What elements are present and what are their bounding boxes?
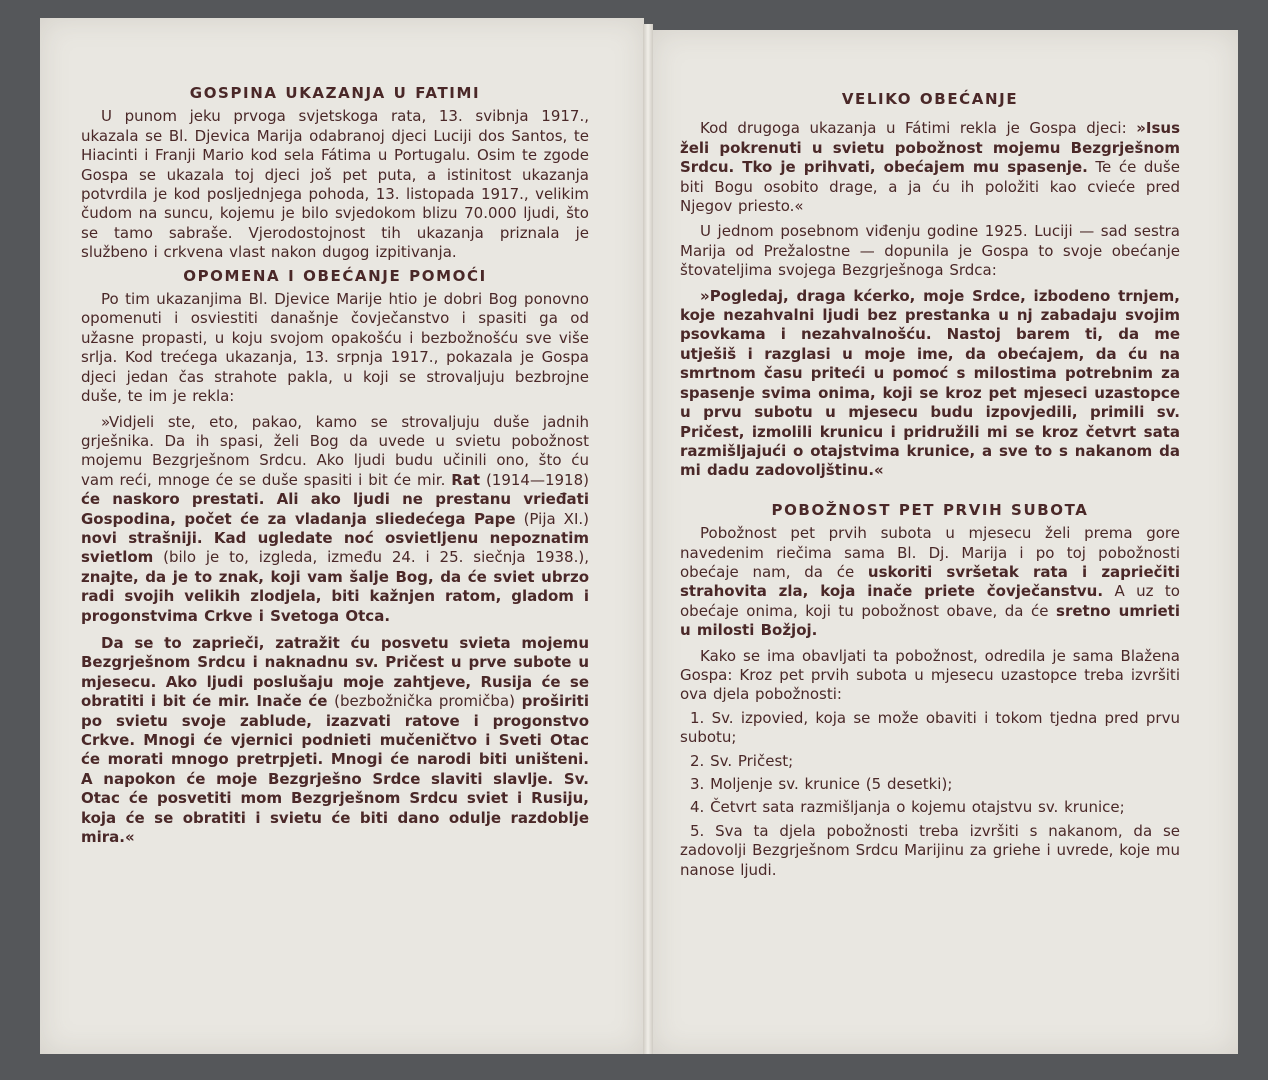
list-item: 5. Sva ta djela pobožnosti treba izvršiti s nakanom, da se zadovolji Bezgrješnom Srdcu Marijinu za griehe i uvrede, koje mu nanose ljudi.: [680, 821, 1180, 879]
left-column: [81, 84, 589, 847]
list-item: 3. Moljenje sv. krunice (5 desetki);: [690, 775, 953, 793]
text-run: »Vidjeli ste, eto, pakao, kamo se strovaljuju duše jadnih grješnika. Da ih spasi, želi Bog da uvede u svietu pobožnost mojemu Bezgrješnom Srdcu. Ako ljudi budu učinili ono, što ću vam reći, mnoge će se duše spasiti i bit će mir.: [81, 412, 589, 489]
text-run: (bezbožnička promičba): [334, 692, 515, 711]
text-run-bold: »Isus želi pokrenuti u svietu pobožnost mojemu Bezgrješnom Srdcu. Tko je prihvati, obećajem mu spasenje.: [680, 119, 1180, 177]
paragraph: [680, 119, 1180, 216]
paragraph: U jednom posebnom viđenju godine 1925. Luciji — sad sestra Marija od Prežalostne — dopunila je Gospa to svoje obećanje štovateljima svojega Bezgrješnoga Srdca:: [680, 222, 1180, 280]
paragraph-quote-continued: [81, 634, 589, 847]
heading-opomena: OPOMENA I OBEĆANJE POMOĆI: [183, 266, 487, 285]
devotion-list: [680, 709, 1180, 880]
text-run-bold: sretno umrieti u milosti Božjoj.: [680, 601, 1180, 640]
paragraph: [680, 524, 1180, 640]
text-run-bold: novi strašniji. Kad ugledate noć osvietljenu nepoznatim svietlom: [81, 528, 589, 567]
text-run: A uz to obećaje onima, koji tu pobožnost obave, da će: [680, 582, 1180, 620]
list-item: 4. Četvrt sata razmišljanja o kojemu otajstvu sv. krunice;: [690, 798, 1125, 817]
text-run-bold: uskoriti svršetak rata i zapriečiti strahovita zla, koja inače priete čovječanstvu.: [680, 562, 1180, 601]
text-run: (1914—1918): [485, 470, 589, 489]
text-run-bold: će naskoro prestati. Ali ako ljudi ne prestanu vrieđati Gospodina, počet će za vladanja sliedećega Pape: [81, 490, 589, 528]
right-column: [680, 90, 1180, 880]
paragraph: Po tim ukazanjima Bl. Djevice Marije htio je dobri Bog ponovno opomenuti i osviestiti današnje čovječanstvo i spasiti ga od užasne propasti, u koju svojom opakošću i bezbožnošću sve više srlja. Kod trećega ukazanja, 13. srpnja 1917., pokazala je Gospa djeci jedan čas strahote pakla, u koji se strovaljuju bezbrojne duše, te im je rekla:: [81, 290, 589, 406]
text-run-bold: proširiti po svietu svoje zablude, izazvati ratove i progonstvo Crkve. Mnogi će vjernici podnieti mučeničtvo i Sveti Otac će morati mnogo pretrpjeti. Mnogi će narodi biti uništeni. A napokon će moje Bezgrješno Srdce slaviti slavlje. Sv. Otac će posvetiti mom Bezgrješnom Srdcu sviet i Rusiju, koja će se obratiti i svietu će biti dano odulje razdoblje mira.«: [81, 692, 589, 847]
heading-veliko-obecanje: VELIKO OBEĆANJE: [841, 90, 1019, 108]
heading-gospina-ukazanja: GOSPINA UKAZANJA U FATIMI: [189, 84, 481, 102]
text-run-bold: Rat: [451, 470, 481, 489]
paragraph-quote: [81, 413, 589, 626]
text-run-bold: Da se to zaprieči, zatražit ću posvetu svieta mojemu Bezgrješnom Srdcu i naknadnu sv. Pričest u prve subote u mjesecu. Ako ljudi poslušaju moje zahtjeve, Rusija će se obratiti i bit će mir. Inače će: [81, 633, 589, 711]
text-run: Te će duše biti Bogu osobito drage, a ja ću ih položiti kao cvieće pred Njegov priesto.«: [680, 158, 1180, 216]
text-run: Kod drugoga ukazanja u Fátimi rekla je Gospa djeci:: [700, 119, 1127, 138]
paragraph: U punom jeku prvoga svjetskoga rata, 13. svibnja 1917., ukazala se Bl. Djevica Marija odabranoj djeci Luciji dos Santos, te Hiacinti i Franji Mario kod sela Fátima u Portugalu. Osim te zgode Gospa se ukazala toj djeci još pet puta, a istinitost ukazanja potvrdila je kod posljednjega pohoda, 13. listopada 1917., velikim čudom na suncu, kojemu je bilo svjedokom blizu 70.000 ljudi, što se tamo sabraše. Vjerodostojnost tih ukazanja priznala je službeno i crkvena vlast nakon dugog izpitivanja.: [81, 107, 589, 262]
text-run: Pobožnost pet prvih subota u mjesecu želi prema gore navedenim riečima sama Bl. Dj. Marija i po toj pobožnosti obećaje nam, da će: [680, 524, 1180, 581]
list-item: 1. Sv. izpovied, koja se može obaviti i tokom tjedna pred prvu subotu;: [680, 708, 1180, 747]
text-run: (Pija XI.): [523, 509, 589, 528]
page-fold: [643, 24, 653, 1054]
paragraph-quote: »Pogledaj, draga kćerko, moje Srdce, izbodeno trnjem, koje nezahvalni ljudi bez prestanka u nj zabadaju svojim psovkama i nezahvalnošću. Nastoj barem ti, da me utješiš i razglasi u moje ime, da obećajem, da ću na smrtnom času priteći u pomoć s milostima potrebnim za spasenje svima onima, koji se kroz pet mjeseci uzastopce u prvu subotu u mjesecu budu izpovjedili, primili sv. Pričest, izmolili krunicu i pridružili mi se kroz četvrt sata razmišljajući o otajstvima krunice, a sve to s nakanom da mi dadu zadovoljštinu.«: [680, 286, 1180, 480]
heading-pobloznost: POBOŽNOST PET PRVIH SUBOTA: [771, 500, 1089, 519]
text-run: (bilo je to, izgleda, između 24. i 25. siečnja 1938.),: [163, 548, 589, 567]
text-run-bold: znajte, da je to znak, koji vam šalje Bog, da će sviet ubrzo radi svojih velikih zlodjela, biti kažnjen ratom, gladom i progonstvima Crkve i Svetoga Otca.: [81, 567, 589, 625]
list-item: 2. Sv. Pričest;: [690, 751, 794, 770]
paragraph: Kako se ima obavljati ta pobožnost, odredila je sama Blažena Gospa: Kroz pet prvih subota u mjesecu uzastopce treba izvršiti ova djela pobožnosti:: [680, 646, 1180, 704]
